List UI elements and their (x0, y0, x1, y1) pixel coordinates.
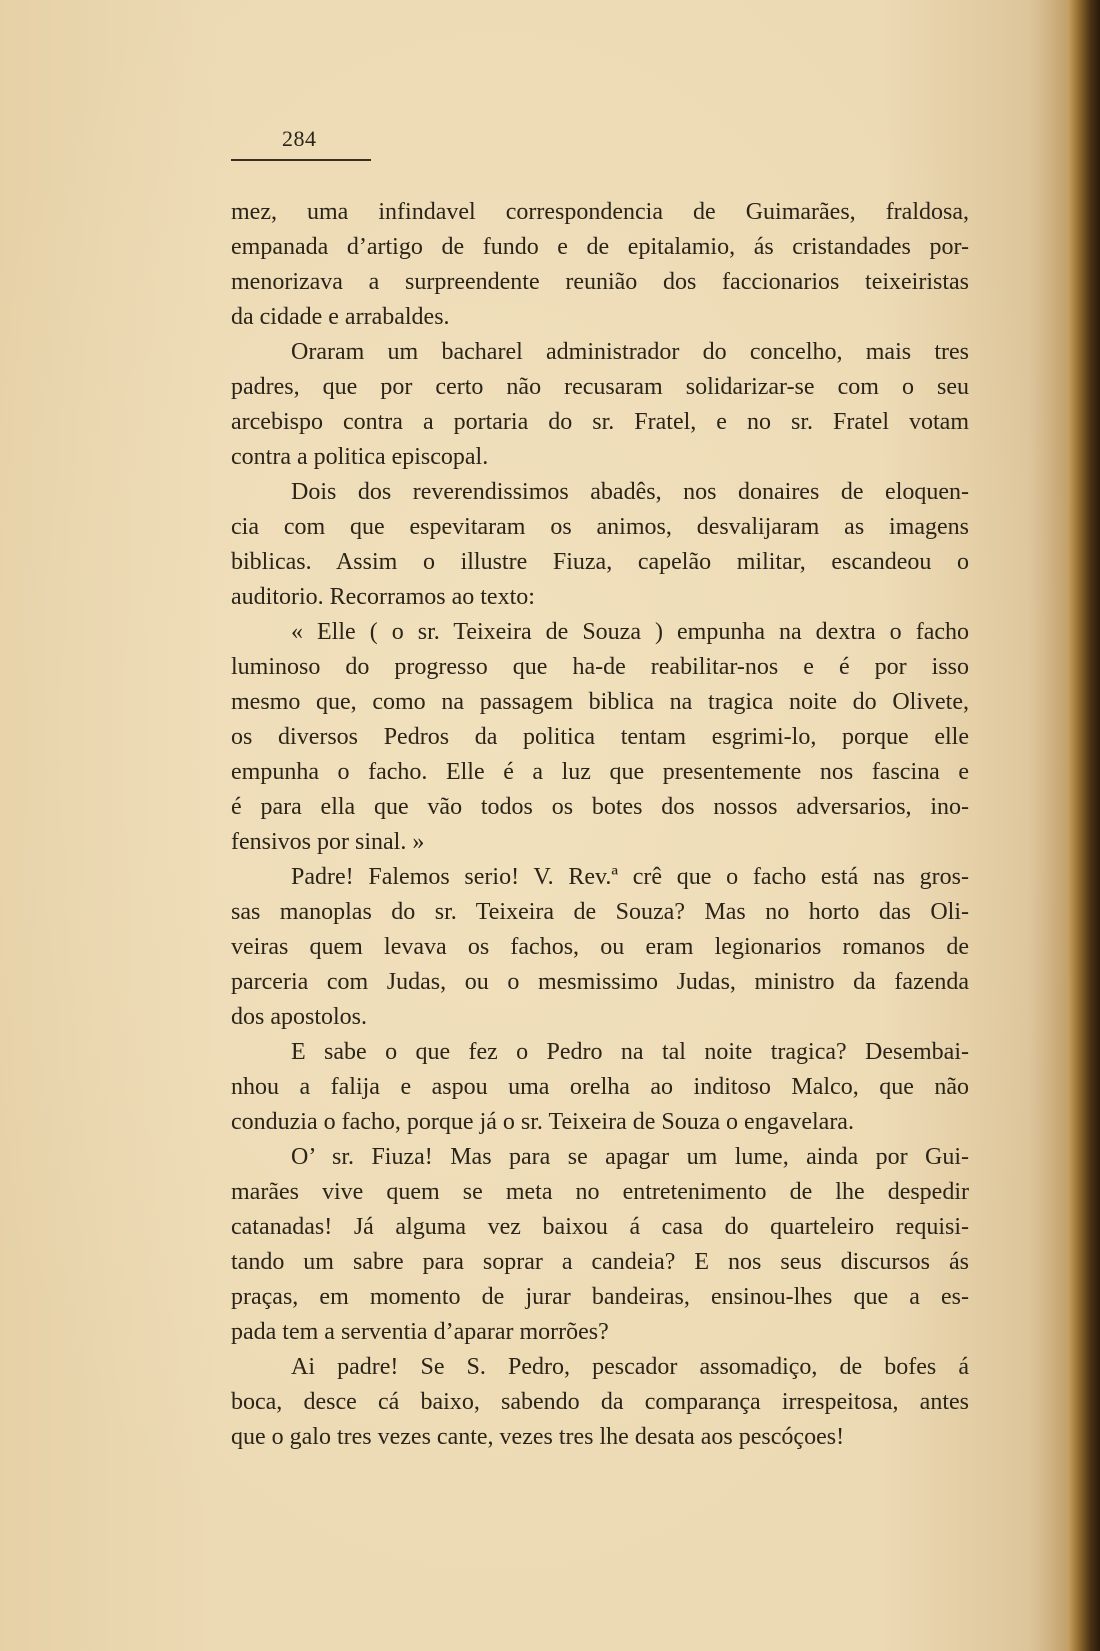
text-line: Padre! Falemos serio! V. Rev.ª crê que o facho está nas gros- (291, 864, 969, 890)
text-line: Ai padre! Se S. Pedro, pescador assomadiço, de bofes á (291, 1354, 969, 1380)
header-rule (231, 159, 371, 161)
text-line: veiras quem levava os fachos, ou eram legionarios romanos de (231, 934, 969, 960)
text-line: nhou a falija e aspou uma orelha ao inditoso Malco, que não (231, 1074, 969, 1100)
text-line: catanadas! Já alguma vez baixou á casa do quarteleiro requisi- (231, 1214, 969, 1240)
text-line: boca, desce cá baixo, sabendo da comparança irrespeitosa, antes (231, 1389, 969, 1415)
body-text (231, 195, 969, 1455)
text-line: cia com que espevitaram os animos, desvalijaram as imagens (231, 514, 969, 540)
text-line: Dois dos reverendissimos abadês, nos donaires de eloquen- (291, 479, 969, 505)
text-line: tando um sabre para soprar a candeia? E nos seus discursos ás (231, 1249, 969, 1275)
text-line: fensivos por sinal. » (231, 829, 425, 855)
text-line: empunha o facho. Elle é a luz que presentemente nos fascina e (231, 759, 969, 785)
page-number: 284 (282, 126, 317, 151)
text-line: praças, em momento de jurar bandeiras, ensinou-lhes que a es- (231, 1284, 969, 1310)
text-line: « Elle ( o sr. Teixeira de Souza ) empunha na dextra o facho (291, 619, 969, 645)
text-line: mesmo que, como na passagem biblica na tragica noite do Olivete, (231, 689, 969, 715)
text-line: arcebispo contra a portaria do sr. Fratel, e no sr. Fratel votam (231, 409, 969, 435)
text-line: marães vive quem se meta no entretenimento de lhe despedir (231, 1179, 969, 1205)
text-line: parceria com Judas, ou o mesmissimo Judas, ministro da fazenda (231, 969, 969, 995)
text-line: padres, que por certo não recusaram solidarizar-se com o seu (231, 374, 969, 400)
text-line: mez, uma infindavel correspondencia de Guimarães, fraldosa, (231, 199, 969, 225)
text-line: que o galo tres vezes cante, vezes tres lhe desata aos pescóçoes! (231, 1424, 845, 1450)
text-line: conduzia o facho, porque já o sr. Teixeira de Souza o engavelara. (231, 1109, 854, 1135)
text-line: Oraram um bacharel administrador do concelho, mais tres (291, 339, 969, 365)
text-line: luminoso do progresso que ha-de reabilitar-nos e é por isso (231, 654, 969, 680)
text-line: auditorio. Recorramos ao texto: (231, 584, 535, 610)
text-line: da cidade e arrabaldes. (231, 304, 450, 330)
text-line: sas manoplas do sr. Teixeira de Souza? Mas no horto das Oli- (231, 899, 969, 925)
book-spine (1068, 0, 1100, 1651)
text-line: empanada d’artigo de fundo e de epitalamio, ás cristandades por- (231, 234, 969, 260)
text-line: é para ella que vão todos os botes dos nossos adversarios, ino- (231, 794, 969, 820)
text-line: biblicas. Assim o illustre Fiuza, capelão militar, escandeou o (231, 549, 969, 575)
text-line: pada tem a serventia d’aparar morrões? (231, 1319, 609, 1345)
page-edge-shadow (1028, 0, 1068, 1651)
text-line: E sabe o que fez o Pedro na tal noite tragica? Desembai- (291, 1039, 969, 1065)
text-line: O’ sr. Fiuza! Mas para se apagar um lume, ainda por Gui- (291, 1144, 969, 1170)
text-line: menorizava a surpreendente reunião dos faccionarios teixeiristas (231, 269, 969, 295)
text-line: os diversos Pedros da politica tentam esgrimi-lo, porque elle (231, 724, 969, 750)
text-line: dos apostolos. (231, 1004, 368, 1030)
text-line: contra a politica episcopal. (231, 444, 489, 470)
